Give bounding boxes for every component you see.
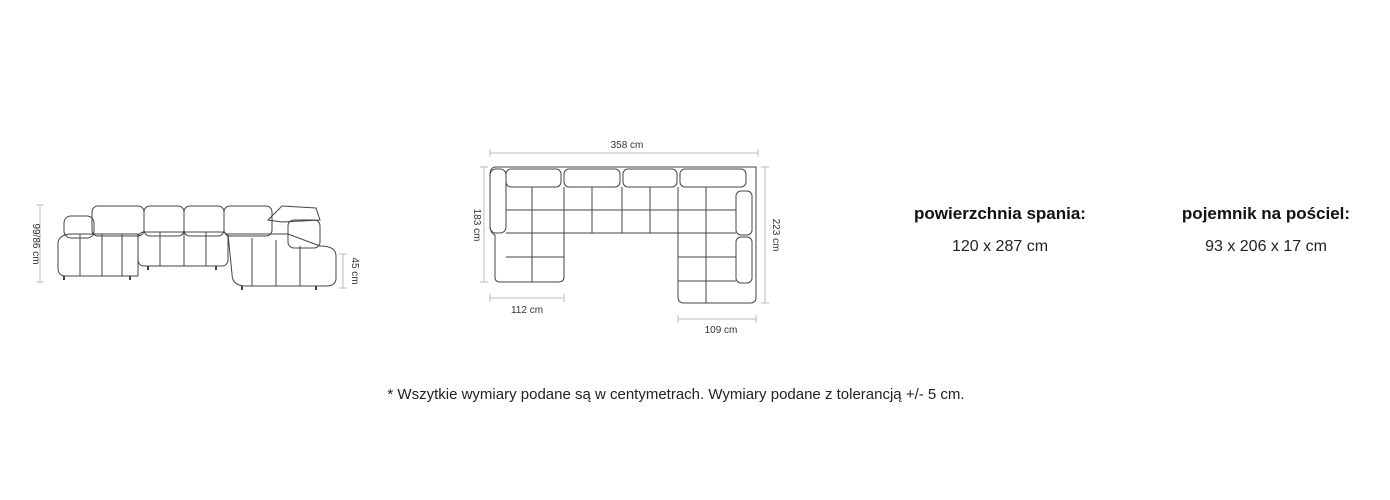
bedding-container-title: pojemnik na pościel: bbox=[1181, 204, 1351, 223]
top-view-drawing bbox=[460, 135, 790, 345]
side-height-label: 99/86 cm bbox=[30, 223, 41, 265]
bedding-container-value: 93 x 206 x 17 cm bbox=[1205, 238, 1327, 255]
tolerance-footnote: * Wszytkie wymiary podane są w centymetrach. Wymiary podane z tolerancją +/- 5 cm. bbox=[387, 386, 965, 403]
left-chaise-width-label: 112 cm bbox=[510, 305, 544, 316]
sleeping-area-value: 120 x 287 cm bbox=[951, 238, 1049, 255]
bedding-container-spec bbox=[1150, 204, 1382, 256]
top-width-label: 358 cm bbox=[610, 140, 644, 151]
sleeping-area-title: powierzchnia spania: bbox=[914, 204, 1086, 223]
sleeping-area-spec bbox=[880, 204, 1120, 256]
right-depth-label: 223 cm bbox=[770, 218, 781, 252]
left-depth-label: 183 cm bbox=[471, 208, 482, 242]
side-seat-height-label: 45 cm bbox=[349, 257, 360, 285]
side-view-drawing bbox=[20, 190, 370, 300]
right-end-width-label: 109 cm bbox=[704, 325, 738, 336]
